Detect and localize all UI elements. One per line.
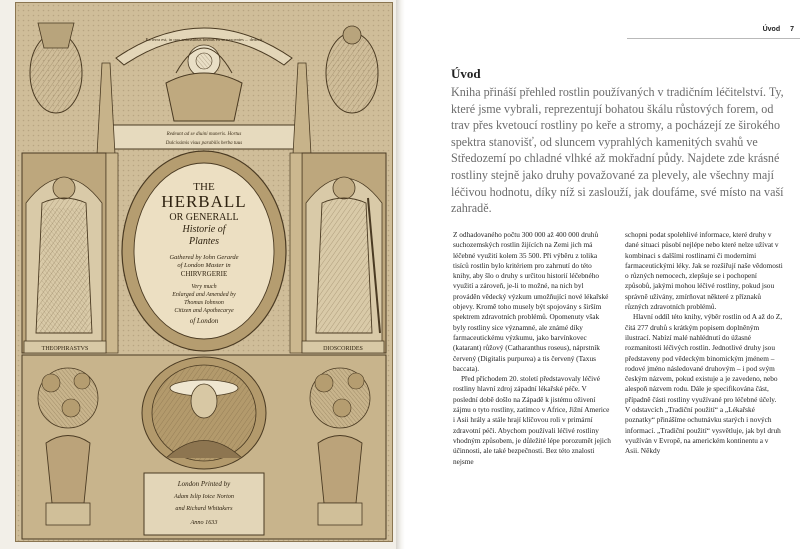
- running-head-title: Úvod: [762, 26, 781, 33]
- page-number: 7: [790, 26, 794, 33]
- byline-3: CHIRVRGERIE: [180, 270, 228, 278]
- column-1-paragraph-2: Před příchodem 20. století představovaly léčivé rostliny hlavní zdroj západní lékařské péče. V poslední době došlo na Západě k jistému oživení zájmu o tyto rostliny, zatímco v Africe, Jižní Americe i Asii hrály a stále hrají klíčovou roli v primární zdravotní péči. Abychom používali léčivé rostliny vhodným způsobem, je důležité lépe porozumět jejich účinnosti, ale také bezpečnosti. Bez této znalosti nejsme: [453, 374, 611, 466]
- column-right: [290, 153, 302, 353]
- column-2-paragraph-2: Hlavní oddíl této knihy, výběr rostlin od A až do Z, čítá 277 druhů s krátkým popisem doplněným ilustrací. Nabízí malé nahlédnutí do úžasné rozmanitosti léčivých rostlin. Jednotlivé druhy jsou představeny pod vědeckým binomickým jménem – rodové jméno následované druhovým – i pod svým českým názvem, pokud existuje a je zavedeno, nebo alespoň názvem rodu. Dále je specifikována část, případně části rostliny využívané pro léčebné účely. V odstavcích „Tradiční použití“ a „Lékařské poznatky“ přinášíme ochutnávku starých i nových informací. „Tradiční použití“ vysvětluje, jak byl druh využíván v Evropě, na americkém kontinentu a v Asii. Někdy: [625, 312, 783, 456]
- section-title: Úvod: [451, 66, 481, 81]
- title-plantes: Plantes: [189, 236, 219, 247]
- title-or-generall: OR GENERALL: [169, 212, 239, 223]
- body-columns: [453, 230, 783, 530]
- edition-1: Very much: [191, 284, 217, 290]
- body-column-1: [453, 230, 611, 530]
- lede-paragraph: Kniha přináší přehled rostlin používaných v tradičním léčitelství. Ty, které jsme vybrali, reprezentují bohatou škálu růstových forem, od trav přes kvetoucí rostliny po keře a stromy, a pocházejí ze širokého spektra stanovišť, od sluncem vyprahlých kamenitých svahů ve Středozemí po chladné vlhké až mokřadní půdy. Najdete zde krásné rostliny stejně jako druhy považované za plevely, ale všechny mají léčivou hodnotu, díky níž si zaslouží, jak doufáme, své místo na vaší zahradě.: [451, 85, 784, 216]
- running-head: [763, 26, 794, 33]
- motto-line-1: Redeunt ad se diuini muneris. Hortus: [166, 132, 242, 137]
- edition-2: Enlarged and Amended by: [172, 292, 236, 298]
- edition-5: of London: [189, 317, 219, 325]
- byline-1: Gathered by Iohn Gerarde: [169, 254, 239, 261]
- theophrastus-label: THEOPHRASTVS: [41, 346, 89, 352]
- byline-2: of London Master in: [177, 262, 231, 269]
- edition-4: Citizen and Apothecarye: [174, 308, 234, 314]
- column-left: [106, 153, 118, 353]
- top-banner-text: Ea terra est, in quo animalibus herbas ex se nascentes ... dederit: [145, 37, 263, 42]
- column-1-paragraph-1: Z odhadovaného počtu 300 000 až 400 000 druhů suchozemských rostlin žijících na Zemi jich má léčebné využití kolem 35 500. Při výběru z tolika tisíců rostlin bylo kritériem pro zahrnutí do této knihy, aby šlo o druhy s určitou historií léčebného využití a zároveň, je-li to možné, na nich byl prováděn vědecký výzkum umožňující nové lékařské objevy. Kromě toho musely být spojovány s širším spektrem zdravotních problémů. Opomenuty však byly rostliny sice významné, ale známé díky farmaceutickému výzkumu, jako barvínkovec (katarant) růžový (Catharanthus roseus), náprstník červený (Digitalis purpurea) a tis červený (Taxus baccata).: [453, 230, 609, 373]
- right-page: [405, 0, 800, 549]
- motto-line-2: Dulcissimis visus parabilis herba tuus: [165, 141, 243, 146]
- title-herball: HERBALL: [161, 192, 247, 211]
- running-head-rule: [627, 38, 800, 39]
- dioscorides-label: DIOSCORIDES: [323, 346, 363, 352]
- frontispiece-plate: [15, 2, 393, 542]
- gerard-portrait: [142, 357, 266, 469]
- title-historie: Historie of: [182, 224, 226, 235]
- column-2-paragraph-1: schopni podat spolehlivé informace, které druhy v dané situaci působí nejlépe nebo které nelze užívat v kombinaci s dalšími rostlinami či moderními farmaceutickými léky. Jak se rozšiřují naše vědomosti o různých nemocech, zlepšuje se i pochopení způsobů, jakými mohou léčivé rostliny, pokud jsou správně užívány, zmírňovat některé z příznaků různých zdravotních problémů.: [625, 230, 783, 312]
- imprint-4: Anno 1633: [190, 519, 218, 526]
- title-the: THE: [193, 181, 215, 193]
- imprint-3: and Richard Whitakers: [175, 505, 233, 512]
- body-column-2: [625, 230, 783, 530]
- edition-3: Thomas Iohnson: [184, 300, 224, 306]
- imprint-2: Adam Islip Ioice Norton: [174, 493, 234, 500]
- book-gutter: [396, 0, 405, 549]
- imprint-1: London Printed by: [177, 480, 231, 488]
- frontispiece-engraving: [16, 3, 392, 541]
